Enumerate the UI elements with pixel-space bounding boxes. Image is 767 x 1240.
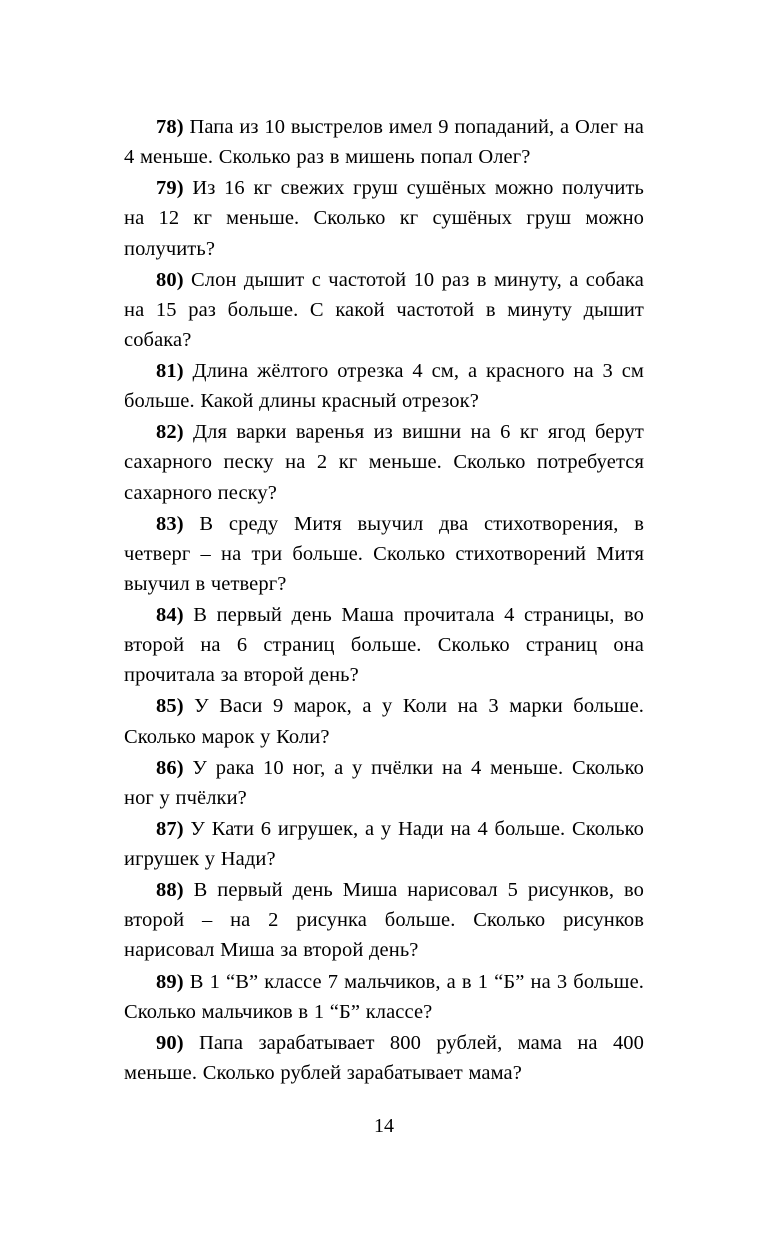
problem-text: У Васи 9 марок, а у Коли на 3 марки больше. Сколько марок у Коли?	[124, 695, 644, 748]
problem-text: Из 16 кг свежих груш сушёных можно получить на 12 кг меньше. Сколько кг сушёных груш можно получить?	[124, 177, 644, 260]
problem-text: У Кати 6 игрушек, а у Нади на 4 больше. Сколько игрушек у Нади?	[124, 817, 645, 870]
problem-item	[124, 814, 644, 874]
problem-number: 88)	[156, 879, 184, 902]
problem-number: 80)	[156, 268, 184, 291]
problem-item	[124, 691, 644, 751]
problem-number: 81)	[156, 360, 184, 382]
problem-item	[124, 112, 644, 172]
problem-text: В первый день Миша нарисовал 5 рисунков, во второй – на 2 рисунка больше. Сколько рисунков нарисовал Миша за второй день?	[124, 879, 644, 962]
problem-text: Папа зарабатывает 800 рублей, мама на 400 меньше. Сколько рублей зарабатывает мама?	[124, 1031, 645, 1084]
page-number: 14	[374, 1115, 394, 1137]
problem-number: 79)	[156, 177, 184, 200]
problem-text: Для варки варенья из вишни на 6 кг ягод берут сахарного песку на 2 кг меньше. Сколько потребуется сахарного песку?	[124, 421, 644, 504]
problem-number: 82)	[156, 421, 184, 444]
problem-text: В 1 “В” классе 7 мальчиков, а в 1 “Б” на 3 больше. Сколько мальчиков в 1 “Б” классе?	[124, 970, 644, 1023]
problem-item	[124, 173, 644, 263]
problem-item	[124, 753, 644, 813]
problem-item	[124, 356, 644, 416]
problem-text: У рака 10 ног, а у пчёлки на 4 меньше. Сколько ног у пчёлки?	[124, 756, 645, 809]
problem-number: 78)	[156, 116, 184, 138]
problem-item	[124, 875, 644, 965]
problem-text: Длина жёлтого отрезка 4 см, а красного на 3 см больше. Какой длины красный отрезок?	[124, 360, 645, 413]
problem-number: 83)	[156, 512, 184, 535]
problem-list	[124, 112, 645, 1137]
problem-text: В первый день Маша прочитала 4 страницы, во второй на 6 страниц больше. Сколько страниц она прочитала за второй день?	[124, 604, 644, 687]
problem-number: 87)	[156, 817, 184, 840]
problem-item	[124, 1028, 644, 1088]
problem-item	[124, 509, 644, 599]
problem-number: 90)	[156, 1031, 184, 1054]
problem-number: 89)	[156, 970, 184, 993]
problem-number: 86)	[156, 756, 184, 779]
problem-text: Папа из 10 выстрелов имел 9 попаданий, а Олег на 4 меньше. Сколько раз в мишень попал Олег?	[124, 116, 645, 169]
problem-item	[124, 265, 644, 355]
problem-item	[124, 417, 644, 507]
problem-item	[124, 967, 644, 1027]
problem-number: 84)	[156, 604, 184, 626]
problem-number: 85)	[156, 695, 184, 718]
problem-text: Слон дышит с частотой 10 раз в минуту, а собака на 15 раз больше. С какой частотой в минуту дышит собака?	[124, 268, 645, 351]
problem-text: В среду Митя выучил два стихотворения, в четверг – на три больше. Сколько стихотворений Митя выучил в четверг?	[124, 512, 644, 595]
problem-item	[124, 600, 644, 690]
